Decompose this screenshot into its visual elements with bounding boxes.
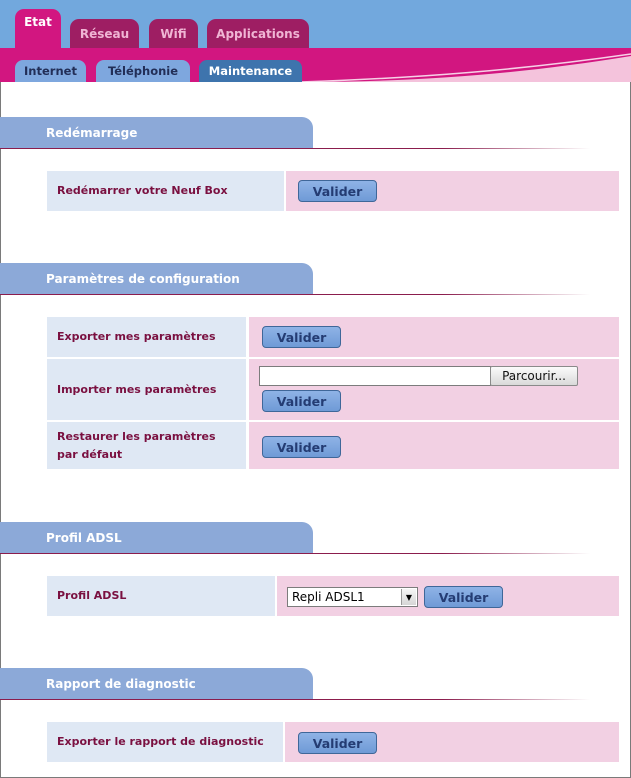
import-submit-button[interactable]: Valider [262, 390, 341, 412]
restart-label: Redémarrer votre Neuf Box [47, 171, 284, 211]
diag-label: Exporter le rapport de diagnostic [47, 722, 283, 762]
restore-label: Restaurer les paramètres par défaut [47, 422, 246, 469]
restart-submit-button[interactable]: Valider [298, 180, 377, 202]
chevron-down-icon: ▼ [401, 589, 416, 605]
subtab-maintenance[interactable]: Maintenance [199, 60, 302, 82]
import-file-input[interactable] [259, 366, 491, 386]
adsl-profile-select[interactable] [287, 587, 418, 607]
section-header-restart: Redémarrage [0, 117, 313, 149]
subtab-internet[interactable]: Internet [15, 60, 86, 82]
tab-wifi[interactable]: Wifi [149, 19, 198, 48]
browse-button[interactable]: Parcourir... [490, 366, 578, 386]
diag-submit-button[interactable]: Valider [298, 732, 377, 754]
tab-etat[interactable]: Etat [15, 9, 61, 50]
header-wave [0, 48, 631, 82]
section-divider [0, 553, 590, 554]
subtab-telephonie[interactable]: Téléphonie [96, 60, 190, 82]
tab-reseau[interactable]: Réseau [70, 19, 139, 48]
import-label: Importer mes paramètres [47, 359, 246, 420]
export-submit-button[interactable]: Valider [262, 326, 341, 348]
section-header-config: Paramètres de configuration [0, 263, 313, 295]
adsl-selected-value: Repli ADSL1 [292, 590, 365, 604]
section-header-adsl: Profil ADSL [0, 522, 313, 554]
section-divider [0, 699, 590, 700]
section-divider [0, 294, 590, 295]
adsl-submit-button[interactable]: Valider [424, 586, 503, 608]
export-label: Exporter mes paramètres [47, 317, 246, 357]
tab-applications[interactable]: Applications [207, 19, 309, 48]
restore-submit-button[interactable]: Valider [262, 436, 341, 458]
section-header-diag: Rapport de diagnostic [0, 668, 313, 700]
section-divider [0, 148, 590, 149]
adsl-label: Profil ADSL [47, 576, 275, 616]
